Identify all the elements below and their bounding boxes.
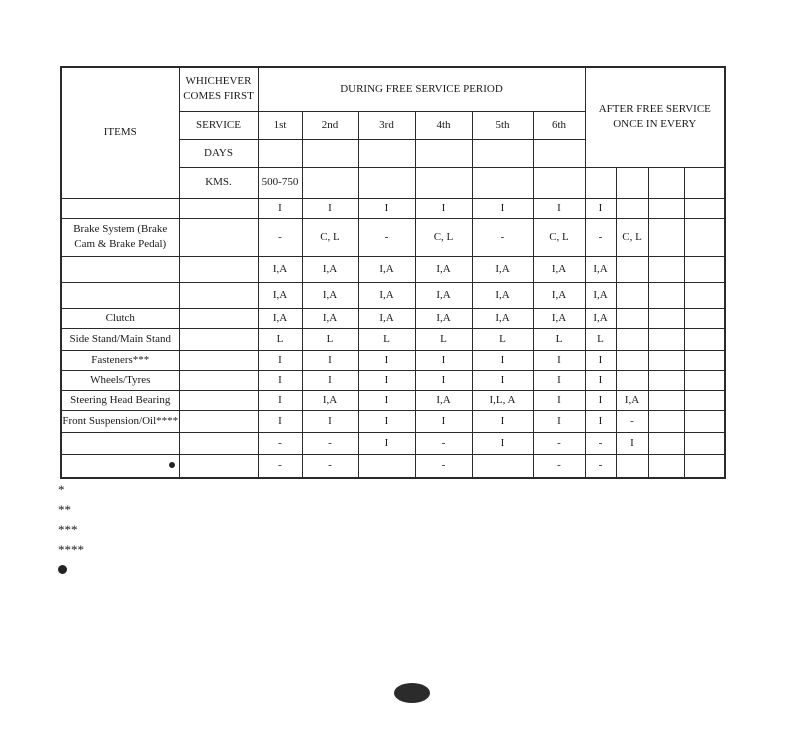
schedule-cell <box>648 390 684 410</box>
schedule-cell <box>684 282 725 308</box>
row-whichever-cell <box>179 410 258 432</box>
schedule-cell: I <box>472 350 533 370</box>
row-item: Wheels/Tyres <box>61 370 179 390</box>
schedule-cell: - <box>585 454 616 478</box>
kms-cell <box>585 167 616 198</box>
schedule-cell <box>684 256 725 282</box>
schedule-cell: I,A <box>258 282 302 308</box>
schedule-cell: I,A <box>472 308 533 328</box>
days-cell <box>258 139 302 167</box>
days-cell <box>472 139 533 167</box>
service-2nd: 2nd <box>302 111 358 139</box>
schedule-cell: - <box>302 454 358 478</box>
schedule-cell: - <box>585 218 616 256</box>
row-item: Side Stand/Main Stand <box>61 328 179 350</box>
schedule-cell <box>684 308 725 328</box>
row-whichever-cell <box>179 308 258 328</box>
service-schedule-table <box>60 66 726 479</box>
kms-cell <box>415 167 472 198</box>
page-number-badge <box>394 683 430 703</box>
kms-cell <box>616 167 648 198</box>
table-row <box>61 198 725 218</box>
schedule-cell <box>648 198 684 218</box>
schedule-cell <box>684 390 725 410</box>
row-item: Brake System (Brake Cam & Brake Pedal) <box>61 218 179 256</box>
schedule-cell: I <box>533 390 585 410</box>
schedule-cell: I <box>585 370 616 390</box>
row-item: Steering Head Bearing <box>61 390 179 410</box>
kms-cell <box>302 167 358 198</box>
service-3rd: 3rd <box>358 111 415 139</box>
schedule-cell: - <box>616 410 648 432</box>
days-cell <box>533 139 585 167</box>
schedule-cell: I <box>472 370 533 390</box>
schedule-cell: I,A <box>258 256 302 282</box>
schedule-cell <box>684 410 725 432</box>
table-row <box>61 256 725 282</box>
schedule-cell: I,A <box>302 282 358 308</box>
schedule-cell <box>648 308 684 328</box>
row-item <box>61 256 179 282</box>
schedule-cell: I <box>302 370 358 390</box>
schedule-cell: I <box>585 390 616 410</box>
schedule-cell <box>648 256 684 282</box>
schedule-cell: L <box>415 328 472 350</box>
schedule-cell <box>616 454 648 478</box>
kms-label: KMS. <box>179 167 258 198</box>
row-item <box>61 432 179 454</box>
schedule-cell: I <box>358 410 415 432</box>
table-row <box>61 410 725 432</box>
schedule-cell: I,A <box>258 308 302 328</box>
schedule-cell: I,A <box>533 282 585 308</box>
schedule-cell: I,A <box>472 256 533 282</box>
whichever-header: WHICHEVER COMES FIRST <box>179 67 258 111</box>
schedule-cell: I <box>533 350 585 370</box>
schedule-cell: I <box>533 410 585 432</box>
bullet-dot-icon <box>169 462 175 468</box>
row-whichever-cell <box>179 198 258 218</box>
row-whichever-cell <box>179 328 258 350</box>
kms-cell <box>472 167 533 198</box>
schedule-cell: C, L <box>415 218 472 256</box>
footnote-4: **** <box>58 542 84 557</box>
schedule-cell: I,A <box>358 282 415 308</box>
schedule-cell: I <box>415 198 472 218</box>
schedule-cell: I,A <box>415 390 472 410</box>
schedule-cell <box>616 256 648 282</box>
schedule-cell: I <box>533 198 585 218</box>
schedule-cell: - <box>358 218 415 256</box>
footnote-2: ** <box>58 502 71 517</box>
schedule-cell <box>648 350 684 370</box>
schedule-cell: I <box>533 370 585 390</box>
service-5th: 5th <box>472 111 533 139</box>
items-header: ITEMS <box>61 67 179 198</box>
schedule-cell: I <box>358 198 415 218</box>
schedule-cell: I <box>302 410 358 432</box>
service-4th: 4th <box>415 111 472 139</box>
table-row <box>61 370 725 390</box>
schedule-cell <box>684 454 725 478</box>
service-label: SERVICE <box>179 111 258 139</box>
schedule-cell <box>684 370 725 390</box>
schedule-cell: I <box>415 370 472 390</box>
schedule-cell <box>684 218 725 256</box>
row-whichever-cell <box>179 454 258 478</box>
schedule-cell: I,A <box>302 256 358 282</box>
bullet-dot-icon <box>58 565 67 574</box>
schedule-cell <box>648 282 684 308</box>
schedule-cell: C, L <box>302 218 358 256</box>
schedule-cell: I <box>358 432 415 454</box>
schedule-cell: - <box>302 432 358 454</box>
schedule-cell <box>684 198 725 218</box>
schedule-cell <box>616 198 648 218</box>
days-label: DAYS <box>179 139 258 167</box>
footnotes <box>58 480 84 580</box>
kms-cell <box>648 167 684 198</box>
kms-cell <box>684 167 725 198</box>
schedule-cell: I <box>415 350 472 370</box>
schedule-cell: I,A <box>585 282 616 308</box>
schedule-cell <box>684 350 725 370</box>
schedule-body <box>61 198 725 478</box>
kms-cell <box>533 167 585 198</box>
schedule-cell <box>616 370 648 390</box>
schedule-cell: I,A <box>616 390 648 410</box>
during-free-service-header: DURING FREE SERVICE PERIOD <box>258 67 585 111</box>
schedule-cell: C, L <box>533 218 585 256</box>
schedule-cell: - <box>585 432 616 454</box>
schedule-cell: I <box>616 432 648 454</box>
schedule-cell: L <box>533 328 585 350</box>
days-cell <box>358 139 415 167</box>
row-whichever-cell <box>179 218 258 256</box>
row-item: Fasteners*** <box>61 350 179 370</box>
schedule-cell: I,A <box>302 390 358 410</box>
schedule-cell: - <box>533 454 585 478</box>
row-item: Clutch <box>61 308 179 328</box>
schedule-cell: - <box>258 454 302 478</box>
schedule-cell <box>616 350 648 370</box>
schedule-cell <box>648 432 684 454</box>
schedule-cell: I <box>258 198 302 218</box>
footnote-5 <box>58 560 84 580</box>
row-item <box>61 454 179 478</box>
table-row <box>61 432 725 454</box>
schedule-cell <box>648 218 684 256</box>
schedule-cell: L <box>585 328 616 350</box>
schedule-cell <box>472 454 533 478</box>
kms-first: 500-750 <box>258 167 302 198</box>
days-cell <box>302 139 358 167</box>
schedule-cell: I <box>472 410 533 432</box>
schedule-cell <box>648 328 684 350</box>
schedule-cell: I,L, A <box>472 390 533 410</box>
row-item: Front Suspension/Oil**** <box>61 410 179 432</box>
schedule-cell: I <box>358 390 415 410</box>
kms-cell <box>358 167 415 198</box>
schedule-cell <box>616 308 648 328</box>
schedule-cell <box>648 410 684 432</box>
schedule-cell: L <box>472 328 533 350</box>
schedule-cell: I,A <box>415 308 472 328</box>
schedule-cell <box>358 454 415 478</box>
schedule-cell: L <box>258 328 302 350</box>
schedule-cell: I <box>358 350 415 370</box>
row-whichever-cell <box>179 432 258 454</box>
schedule-cell <box>648 454 684 478</box>
schedule-cell: I <box>472 198 533 218</box>
schedule-cell: I,A <box>585 308 616 328</box>
schedule-cell: - <box>472 218 533 256</box>
schedule-cell: I <box>585 350 616 370</box>
schedule-cell: I,A <box>533 308 585 328</box>
schedule-cell: I,A <box>472 282 533 308</box>
schedule-cell: I,A <box>415 256 472 282</box>
schedule-cell: I,A <box>358 256 415 282</box>
schedule-cell: I,A <box>302 308 358 328</box>
schedule-cell: I <box>258 410 302 432</box>
row-whichever-cell <box>179 256 258 282</box>
table-row <box>61 282 725 308</box>
footnote-1: * <box>58 482 65 497</box>
schedule-cell <box>684 432 725 454</box>
schedule-cell <box>648 370 684 390</box>
table-row <box>61 328 725 350</box>
schedule-cell: L <box>358 328 415 350</box>
after-free-service-header: AFTER FREE SERVICE ONCE IN EVERY <box>585 67 725 167</box>
row-whichever-cell <box>179 350 258 370</box>
schedule-cell: - <box>415 454 472 478</box>
table-row <box>61 218 725 256</box>
schedule-cell: I <box>258 370 302 390</box>
row-item <box>61 282 179 308</box>
service-1st: 1st <box>258 111 302 139</box>
service-6th: 6th <box>533 111 585 139</box>
row-item <box>61 198 179 218</box>
table-row <box>61 454 725 478</box>
footnote-3: *** <box>58 522 78 537</box>
schedule-cell: I <box>302 350 358 370</box>
schedule-cell: I,A <box>415 282 472 308</box>
schedule-cell: I <box>585 410 616 432</box>
schedule-cell: C, L <box>616 218 648 256</box>
schedule-cell: I <box>585 198 616 218</box>
schedule-cell: I <box>302 198 358 218</box>
schedule-cell: I,A <box>585 256 616 282</box>
schedule-cell <box>616 282 648 308</box>
schedule-cell: I <box>472 432 533 454</box>
schedule-cell: L <box>302 328 358 350</box>
row-whichever-cell <box>179 390 258 410</box>
schedule-cell: I <box>258 350 302 370</box>
row-whichever-cell <box>179 282 258 308</box>
schedule-cell: I,A <box>533 256 585 282</box>
table-row <box>61 390 725 410</box>
table-row <box>61 308 725 328</box>
schedule-cell: - <box>258 218 302 256</box>
schedule-cell: - <box>415 432 472 454</box>
schedule-cell: I <box>415 410 472 432</box>
schedule-cell: I <box>358 370 415 390</box>
schedule-cell <box>616 328 648 350</box>
days-cell <box>415 139 472 167</box>
schedule-cell: I,A <box>358 308 415 328</box>
table-row <box>61 350 725 370</box>
schedule-cell: I <box>258 390 302 410</box>
schedule-cell <box>684 328 725 350</box>
schedule-cell: - <box>533 432 585 454</box>
row-whichever-cell <box>179 370 258 390</box>
schedule-cell: - <box>258 432 302 454</box>
